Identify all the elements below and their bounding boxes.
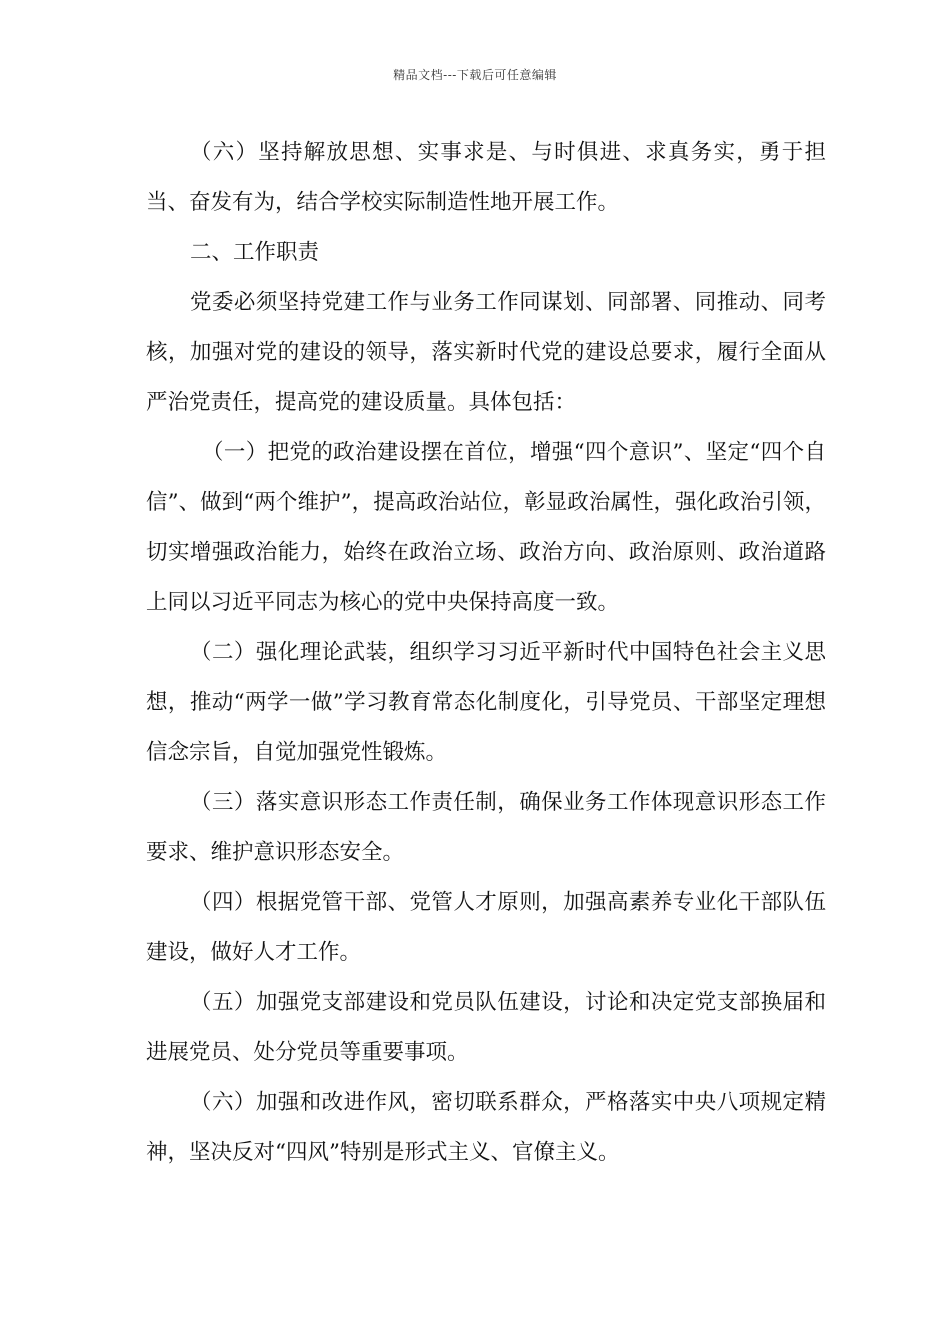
paragraph-item-1: （一）把党的政治建设摆在首位，增强“四个意识”、坚定“四个自信”、做到“两个维护”，提高政治站位，彰显政治属性，强化政治引领，切实增强政治能力，始终在政治立场、政治方向、政治原则、政治道路上同以习近平同志为核心的党中央保持高度一致。 — [146, 440, 826, 615]
paragraph-item-3: （三）落实意识形态工作责任制，确保业务工作体现意识形态工作要求、维护意识形态安全。 — [146, 790, 826, 865]
paragraph-item-6-intro: （六）坚持解放思想、实事求是、与时俱进、求真务实，勇于担当、奋发有为，结合学校实际制造性地开展工作。 — [146, 140, 826, 215]
page-header: 精品文档---下载后可任意编辑 — [393, 68, 557, 82]
paragraph-item-5: （五）加强党支部建设和党员队伍建设，讨论和决定党支部换届和进展党员、处分党员等重要事项。 — [146, 990, 826, 1065]
paragraph-overview: 党委必须坚持党建工作与业务工作同谋划、同部署、同推动、同考核，加强对党的建设的领导，落实新时代党的建设总要求，履行全面从严治党责任，提高党的建设质量。具体包括： — [146, 290, 826, 415]
paragraph-item-4: （四）根据党管干部、党管人才原则，加强高素养专业化干部队伍建设，做好人才工作。 — [146, 890, 826, 965]
document-body — [146, 128, 826, 1178]
section-heading: 二、工作职责 — [190, 240, 320, 265]
paragraph-item-2: （二）强化理论武装，组织学习习近平新时代中国特色社会主义思想，推动“两学一做”学习教育常态化制度化，引导党员、干部坚定理想信念宗旨，自觉加强党性锻炼。 — [146, 640, 826, 765]
paragraph-item-6: （六）加强和改进作风，密切联系群众，严格落实中央八项规定精神，坚决反对“四风”特别是形式主义、官僚主义。 — [146, 1090, 826, 1165]
